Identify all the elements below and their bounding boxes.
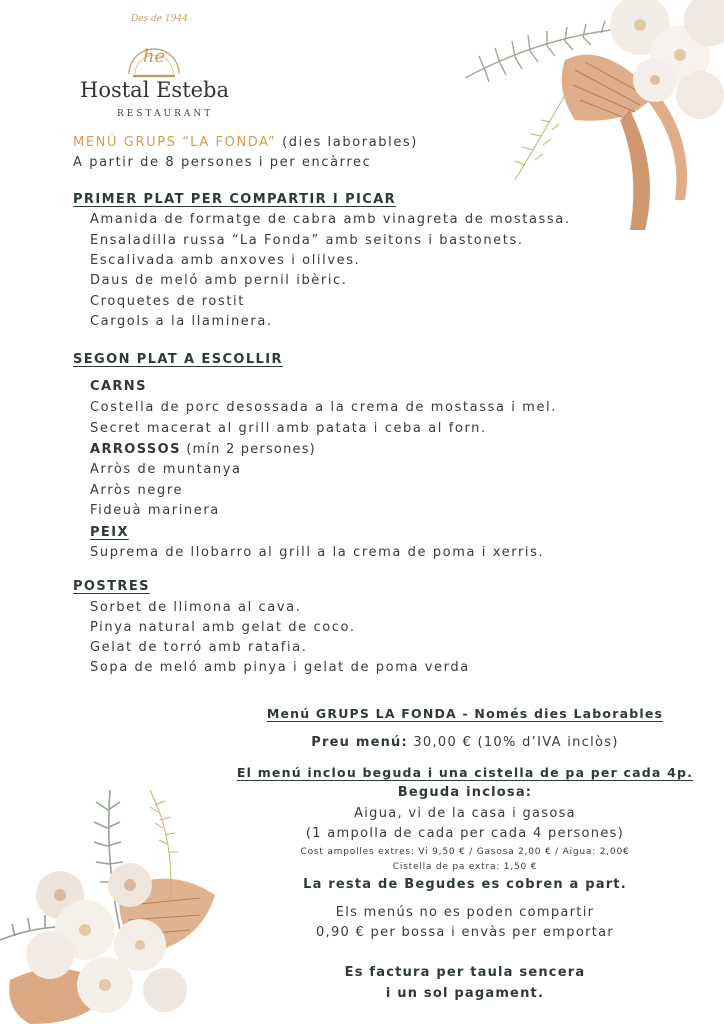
list-item: Gelat de torró amb ratafia. <box>90 640 308 655</box>
invoice-line-2: i un sol pagament. <box>385 986 545 1001</box>
list-item: Escalivada amb anxoves i olilves. <box>90 253 361 268</box>
price-label: Preu menú: <box>311 735 408 750</box>
section-heading-primer: PRIMER PLAT PER COMPARTIR I PICAR <box>73 192 397 207</box>
extra-bread: Cistella de pa extra: 1,50 € <box>392 862 538 872</box>
list-item: Cargols a la llaminera. <box>90 314 273 329</box>
drink-label: Beguda inclosa: <box>397 785 533 800</box>
other-drinks: La resta de Begudes es cobren a part. <box>303 877 627 892</box>
list-item: Secret macerat al grill amb patata i ceba al forn. <box>90 421 487 436</box>
floral-decoration-top-right-icon <box>455 0 724 230</box>
list-item: Costella de porc desossada a la crema de mostassa i mel. <box>90 400 557 415</box>
subheading-carns: CARNS <box>90 379 147 394</box>
subheading-arrossos-label: ARROSSOS <box>90 442 181 457</box>
price-value: 30,00 € (10% d’IVA inclòs) <box>407 735 619 750</box>
section-heading-segon: SEGON PLAT A ESCOLLIR <box>73 352 283 367</box>
list-item: Daus de meló amb pernil ibèric. <box>90 273 348 288</box>
list-item: Arròs de muntanya <box>90 462 242 477</box>
twig-icon <box>515 95 565 180</box>
list-item: Fideuà marinera <box>90 503 220 518</box>
menu-condition: A partir de 8 persones i per encàrrec <box>73 155 372 170</box>
logo-emblem-icon <box>123 18 185 80</box>
logo-name: Hostal Esteba <box>80 78 230 102</box>
section-heading-postres: POSTRES <box>73 579 150 594</box>
drink-quantity: (1 ampolla de cada per cada 4 persones) <box>305 826 625 841</box>
logo-subtitle: RESTAURANT <box>117 109 214 119</box>
extra-bottles: Cost ampolles extres: Vi 9,50 € / Gasosa 2,00 € / Aigua: 2,00€ <box>300 847 630 857</box>
invoice-line-1: Es factura per taula sencera <box>344 965 586 980</box>
subheading-arrossos <box>90 442 316 458</box>
list-item: Suprema de llobarro al grill a la crema de poma i xerris. <box>90 545 545 560</box>
logo-since: Des de 1944 <box>131 14 188 24</box>
drink-line: Aigua, vi de la casa i gasosa <box>354 806 576 821</box>
floral-decoration-bottom-left-icon <box>0 780 260 1024</box>
logo <box>78 10 233 125</box>
list-item: Ensaladilla russa “La Fonda” amb seitons i bastonets. <box>90 233 524 248</box>
list-item: Croquetes de rostit <box>90 294 245 309</box>
takeaway: 0,90 € per bossa i envàs per emportar <box>315 925 615 940</box>
svg-text:he: he <box>142 46 166 67</box>
list-item: Arròs negre <box>90 483 184 498</box>
price-line <box>222 735 708 751</box>
subheading-arrossos-note: (mín 2 persones) <box>180 442 316 457</box>
menu-title <box>73 135 418 151</box>
menu-title-colored: MENÚ GRUPS “LA FONDA” <box>73 135 277 150</box>
no-share: Els menús no es poden compartir <box>335 905 595 920</box>
menu-title-rest: (dies laborables) <box>276 135 418 150</box>
includes-line: El menú inclou beguda i una cistella de pa per cada 4p. <box>236 765 694 780</box>
list-item: Sorbet de llimona al cava. <box>90 600 302 615</box>
list-item: Sopa de meló amb pinya i gelat de poma verda <box>90 660 470 675</box>
list-item: Amanida de formatge de cabra amb vinagreta de mostassa. <box>90 212 571 227</box>
list-item: Pinya natural amb gelat de coco. <box>90 620 356 635</box>
subheading-peix: PEIX <box>90 525 129 540</box>
info-title: Menú GRUPS LA FONDA - Només dies Laborables <box>266 706 664 721</box>
